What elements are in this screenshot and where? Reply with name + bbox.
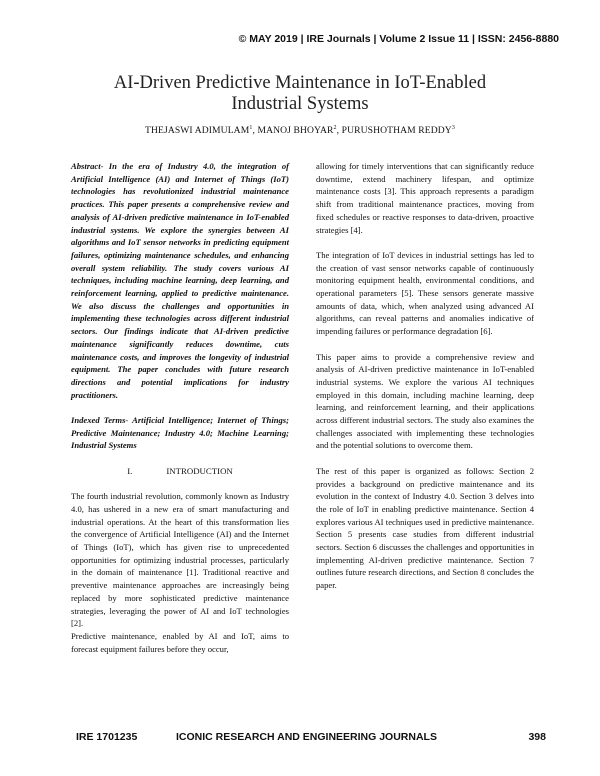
intro-paragraph-2-cont: allowing for timely interventions that can significantly reduce downtime, extend machinery lifespan, and optimize maintenance costs [3]. This approach represents a paradigm shift from traditional maintenance practices, moving from fixed schedules or reactive responses to data-driven, proactive strategies [4]. — [316, 161, 534, 235]
author-list — [0, 125, 600, 136]
intro-paragraph-3: The integration of IoT devices in industrial settings has led to the creation of vast sensor networks capable of continuously monitoring equipment health, environmental conditions, and operational parameters [5]. These sensors generate massive amounts of data, which, when analyzed using advanced AI algorithms, can reveal patterns and anomalies indicative of impending failures or performance degradation [6]. — [316, 249, 534, 337]
intro-paragraph-5: The rest of this paper is organized as follows: Section 2 provides a background on predictive maintenance and its evolution in the context of Industry 4.0. Section 3 delves into the role of IoT in enabling predictive maintenance. Section 4 explores various AI techniques used in predictive maintenance. Section 5 presents case studies from different industrial sectors. Section 6 discusses the challenges and opportunities in implementing AI-driven predictive maintenance. Section 7 outlines future research directions, and Section 8 concludes the paper. — [316, 465, 534, 591]
section-title: INTRODUCTION — [166, 465, 233, 476]
author-affiliation-mark: 3 — [451, 125, 455, 131]
left-column — [71, 160, 289, 655]
index-terms: Indexed Terms- Artificial Intelligence; Internet of Things; Predictive Maintenance; Industry 4.0; Machine Learning; Industrial Systems — [71, 415, 289, 451]
author-separator: , — [252, 125, 258, 136]
page-number: 398 — [528, 731, 546, 743]
paper-title-line-2: Industrial Systems — [231, 94, 369, 114]
right-column — [316, 160, 534, 592]
abstract: Abstract- In the era of Industry 4.0, the integration of Artificial Intelligence (AI) and Internet of Things (IoT) technologies has revolutionized industrial maintenance practices. This paper presents a comprehensive review and analysis of AI-driven predictive maintenance in IoT-enabled industrial systems. We explore the synergies between AI algorithms and IoT sensor networks in predicting equipment failures, optimizing maintenance schedules, and enhancing overall system reliability. The study covers various AI techniques, including machine learning, deep learning, and reinforcement learning, applied to predictive maintenance. We also discuss the challenges and opportunities in implementing these technologies across different industrial sectors. Our findings indicate that AI-driven predictive maintenance significantly reduces downtime, cuts maintenance costs, and improves the longevity of industrial equipment. The paper concludes with future research directions and potential implications for industry practitioners. — [71, 161, 289, 400]
paper-title-line-1: AI-Driven Predictive Maintenance in IoT-Enabled — [113, 73, 487, 93]
author-name: PURUSHOTHAM REDDY — [341, 125, 452, 136]
section-number: I. — [127, 465, 133, 476]
author-affiliation-mark: 2 — [333, 125, 337, 131]
intro-paragraph-4: This paper aims to provide a comprehensive review and analysis of AI-driven predictive maintenance in IoT-enabled industrial systems. We explore the various AI techniques employed in this domain, including machine learning, deep learning, and reinforcement learning, and their applications across different industrial sectors. The study also examines the challenges associated with implementing these technologies and the potential solutions to overcome them. — [316, 351, 534, 451]
author-name: THEJASWI ADIMULAM — [145, 125, 250, 136]
running-header: © MAY 2019 | IRE Journals | Volume 2 Issue 11 | ISSN: 2456-8880 — [238, 33, 559, 45]
section-heading-introduction — [71, 465, 289, 478]
author-name: MANOJ BHOYAR — [257, 125, 334, 136]
intro-paragraph-1: The fourth industrial revolution, commonly known as Industry 4.0, has ushered in a new era of smart manufacturing and industrial operations. At the heart of this transformation lies the convergence of Artificial Intelligence (AI) and the Internet of Things (IoT), which has given rise to unprecedented opportunities for optimizing industrial processes, particularly in the domain of maintenance [1]. Traditional reactive and preventive maintenance approaches are increasingly being replaced by more sophisticated predictive maintenance strategies, leveraging the power of AI and IoT technologies [2]. — [71, 491, 289, 629]
intro-paragraph-2-start: Predictive maintenance, enabled by AI and IoT, aims to forecast equipment failures before they occur, — [71, 630, 289, 654]
journal-name: ICONIC RESEARCH AND ENGINEERING JOURNALS — [176, 731, 437, 743]
author-separator: , — [336, 125, 342, 136]
paper-title — [0, 73, 600, 115]
article-id: IRE 1701235 — [76, 731, 138, 743]
author-affiliation-mark: 1 — [249, 125, 253, 131]
